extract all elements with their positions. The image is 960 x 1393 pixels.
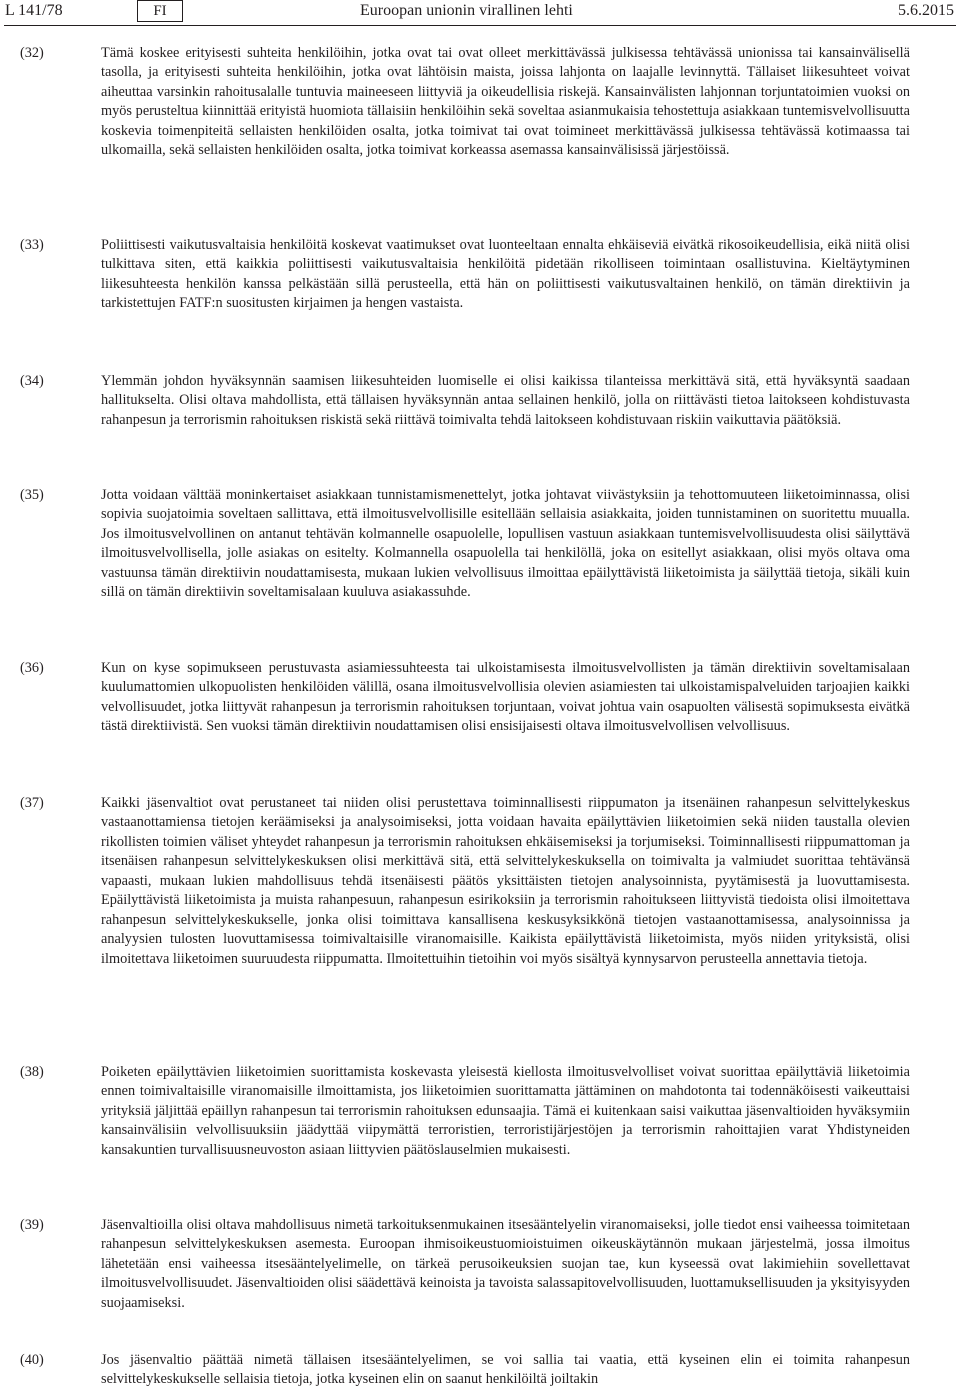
- journal-title: Euroopan unionin virallinen lehti: [360, 2, 573, 19]
- recital-text: Poiketen epäilyttävien liiketoimien suorittamista koskevasta yleisestä kiellosta ilmoitusvelvolliset voivat suorittaa epäilyttäviä liiketoimia ennen toimivaltaisille viranomaisille ilmoittamista, jos liiketoimien suorittamatta jättäminen on mahdotonta tai todennäköisesti vaikeuttaisi yrityksiä jäljittää epäillyn rahanpesun tai terrorismin rahoituksen edunsaajia. Tämä ei kuitenkaan saisi vaikuttaa jäsenvaltioiden hyväksymiin kansainvälisiin velvollisuuksiin jäädyttää viipymättä terroristien, terroristijärjestöjen ja terrorismin rahoittajien varat Yhdistyneiden kansakuntien turvallisuusneuvoston asiaan liittyvien päätöslauselmien mukaisesti.: [101, 1064, 910, 1158]
- recital-text: Kun on kyse sopimukseen perustuvasta asiamiessuhteesta tai ulkoistamisesta ilmoitusvelvollisten ja tämän direktiivin soveltamisalaan kuulumattomien ulkopuolisten henkilöiden välillä, osana ilmoitusvelvollisia olevien asiamiesten tai ulkoistamispalveluiden tarjoajien kaikki velvollisuudet, jotka liittyvät rahanpesun ja terrorismin rahoituksen torjuntaan, voivat johtua vain osapuolten välisestä sopimuksesta eivätkä tästä direktiivistä. Sen vuoksi tämän direktiivin noudattamisen olisi ensisijaisesti oltava ilmoitusvelvollisen velvollisuus.: [101, 660, 910, 735]
- page-reference: L 141/78: [5, 2, 63, 19]
- publication-date: 5.6.2015: [898, 2, 954, 19]
- recital-number: (35): [20, 487, 44, 503]
- page-header: [0, 0, 960, 26]
- recital-text: Jäsenvaltioilla olisi oltava mahdollisuus nimetä tarkoituksenmukainen itsesääntelyelin viranomaiseksi, jolle tiedot ensi vaiheessa toimitetaan rahanpesun selvittelykeskuksen asemesta. Euroopan ihmisoikeustuomioistuimen oikeuskäytännön mukaan järjestelmä, jossa ilmoitus lähetetään ensi vaiheessa itsesääntelyelimelle, on tärkeä perusoikeuksien suojan tae, kun kyseessä ovat lakimiehiin sovellettavat ilmoitusvelvollisuudet. Jäsenvaltioiden olisi säädettävä keinoista ja tavoista salassapitovelvollisuuden, luottamuksellisuuden ja yksityisyyden suojaamiseksi.: [101, 1217, 910, 1311]
- recital-text: Ylemmän johdon hyväksynnän saamisen liikesuhteiden luomiselle ei olisi kaikissa tilanteissa merkittävä sitä, että hyväksyntä saadaan hallitukselta. Olisi oltava mahdollista, että tällaisen hyväksynnän antaa sellainen henkilö, jolla on riittävästi tietoa laitokseen kohdistuvasta rahanpesun ja terrorismin rahoituksen riskistä sekä riittävä toimivalta tehdä laitokseen kohdistuvaan riskiin vaikuttavia päätöksiä.: [101, 373, 910, 428]
- recital-number: (32): [20, 45, 44, 61]
- recital-number: (39): [20, 1217, 44, 1233]
- recital-text: Jotta voidaan välttää moninkertaiset asiakkaan tunnistamismenettelyt, jotka johtavat viivästyksiin ja tehottomuuteen liiketoiminnassa, olisi sopivia suojatoimia soveltaen sallittava, että ilmoitusvelvollisille esitellään sellaisia asiakkaita, joiden tunnistaminen on suoritettu muualla. Jos ilmoitusvelvollinen on antanut tehtävän kolmannelle osapuolelle, lopullisen vastuun asiakkaan tuntemisvelvollisuudesta olisi säilyttävä ilmoitusvelvollisella, jolle asiakas on esitelty. Kolmannella osapuolella tai henkilöllä, joka on esitellyt asiakkaan, olisi myös oltava oma vastuunsa tämän direktiivin noudattamisesta, mukaan lukien velvollisuus ilmoittaa epäilyttävistä liiketoimista ja säilyttää tietoja, sikäli kuin sillä on tämän direktiivin soveltamisalaan kuuluva asiakassuhde.: [101, 487, 910, 601]
- recital-number: (36): [20, 660, 44, 676]
- recital-number: (38): [20, 1064, 44, 1080]
- recital-text: Kaikki jäsenvaltiot ovat perustaneet tai niiden olisi perustettava toiminnallisesti riippumaton ja itsenäinen rahanpesun selvittelykeskus vastaanottamiensa tietojen keräämiseksi ja analysoimiseksi, jotta voidaan havaita epäilyttävien liiketoimien sekä niiden taustalla olevien rikollisten toimien väliset yhteydet rahanpesun ja terrorismin rahoituksen ehkäisemiseksi ja torjumiseksi. Toiminnallisesti riippumattoman ja itsenäisen rahanpesun selvittelykeskuksen olisi merkittävä sitä, että selvittelykeskuksella on toimivalta ja valmiudet suorittaa tehtävänsä vapaasti, mukaan lukien mahdollisuus tehdä itsenäisesti päätös yksittäisten tietojen analysoinnista, pyytämisestä ja luovuttamisesta. Epäilyttävistä liiketoimista ja muista rahanpesuun, rahanpesun esirikoksiin ja terrorismin rahoitukseen liittyvistä tiedoista olisi ilmoitettava rahanpesun selvittelykeskukselle, jonka olisi toimittava kansallisena keskusyksikkönä tietojen vastaanottamisessa, analysoinnissa ja analyysien tulosten luovuttamisessa toimivaltaisille viranomaisille. Kaikista epäilyttävistä liiketoimista, myös niiden yrityksistä, olisi ilmoitettava liiketoimen suuruudesta riippumatta. Ilmoitettuihin tietoihin voi myös sisältyä kynnysarvon perusteella annettavia tietoja.: [101, 795, 910, 967]
- recital-text: Tämä koskee erityisesti suhteita henkilöihin, jotka ovat tai ovat olleet merkittävässä julkisessa tehtävässä unionissa tai kansainvälisellä tasolla, ja erityisesti suhteita henkilöihin, jotka ovat lähtöisin maista, joissa lahjonta on laajalle levinnyttä. Tällaiset liikesuhteet voivat aiheuttaa varsinkin rahoitusalalle tuntuvia maineeseen liittyviä ja oikeudellisia riskejä. Kansainvälisten lahjonnan torjuntatoimien vuoksi on myös perusteltua kiinnittää erityistä huomiota tällaisiin henkilöihin sekä soveltaa asianmukaisia tehostettuja asiakkaan tuntemisvelvollisuutta koskevia toimenpiteitä sellaisten henkilöiden osalta, jotka toimivat tai ovat toimineet merkittävässä julkisessa tehtävässä kotimaassa tai ulkomailla, sekä sellaisten henkilöiden osalta, jotka toimivat korkeassa asemassa kansainvälisissä järjestöissä.: [101, 45, 910, 159]
- recital-text: Jos jäsenvaltio päättää nimetä tällaisen itsesääntelyelimen, se voi sallia tai vaatia, että kyseinen elin ei toimita rahanpesun selvittelykeskukselle sellaisia tietoja, jotka kyseinen elin on saanut henkilöiltä joiltakin: [101, 1352, 910, 1388]
- recital-number: (37): [20, 795, 44, 811]
- recital-number: (40): [20, 1352, 44, 1368]
- recital-number: (33): [20, 237, 44, 253]
- language-box: FI: [137, 0, 183, 22]
- header-rule: [4, 25, 956, 26]
- recital-number: (34): [20, 373, 44, 389]
- recital-text: Poliittisesti vaikutusvaltaisia henkilöitä koskevat vaatimukset ovat luonteeltaan ennalta ehkäiseviä eivätkä rikosoikeudellisia, eikä niitä olisi tulkittava siten, että kaikkia poliittisesti vaikutusvaltaisia henkilöitä pidetään rikolliseen toimintaan osallistuvina. Kieltäytyminen liikesuhteesta henkilön kanssa pelkästään sillä perusteella, että hän on poliittisesti vaikutusvaltainen henkilö, on tämän direktiivin ja tarkistettujen FATF:n suositusten kirjaimen ja hengen vastaista.: [101, 237, 910, 312]
